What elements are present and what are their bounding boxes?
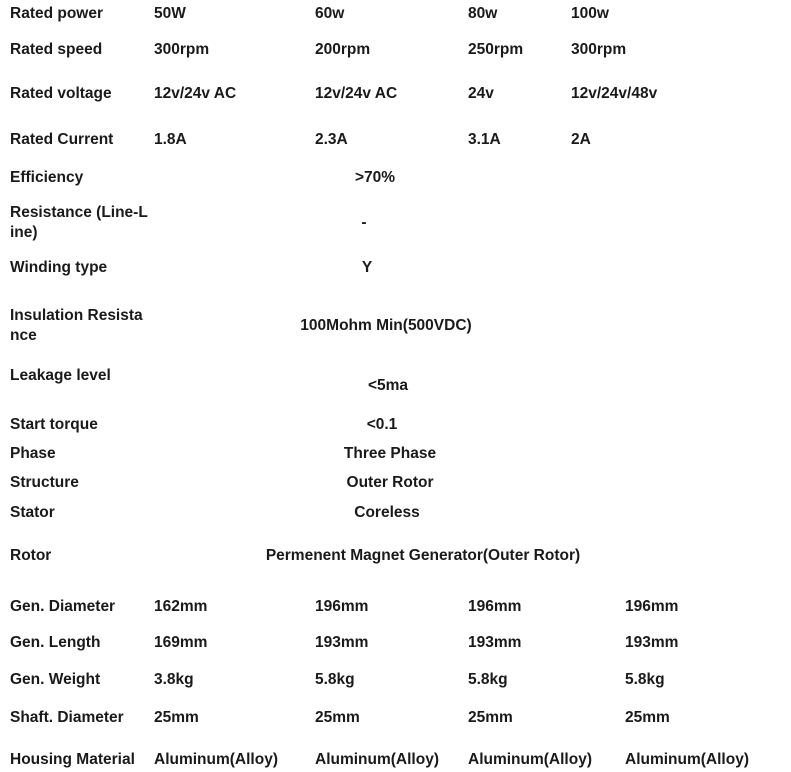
cell-value: <5ma [367,377,409,394]
row-label: Leakage level [10,367,111,384]
row-label: Rated power [10,5,104,22]
cell-value: 196mm [468,598,522,615]
cell-value: Three Phase [343,445,437,462]
cell-value: - [361,214,367,231]
row-label: Housing Material [10,751,135,768]
row-label: Insulation Resistance [10,307,143,344]
cell-value: Aluminum(Alloy) [315,751,439,768]
cell-value: 193mm [625,634,679,651]
cell-value: 162mm [154,598,208,615]
cell-value: 5.8kg [468,671,508,688]
cell-value: 196mm [315,598,369,615]
cell-value: 60w [315,5,345,22]
cell-value: Aluminum(Alloy) [468,751,592,768]
row-label: Gen. Diameter [10,598,116,615]
row-label: Resistance (Line-Line) [10,204,148,241]
row-label: Rated speed [10,41,103,58]
cell-value: 169mm [154,634,208,651]
row-label: Shaft. Diameter [10,709,124,726]
row-label: Gen. Weight [10,671,101,688]
cell-value: Aluminum(Alloy) [154,751,278,768]
cell-value: 80w [468,5,498,22]
cell-value: 5.8kg [625,671,665,688]
row-label: Start torque [10,416,98,433]
cell-value: Permenent Magnet Generator(Outer Rotor) [265,547,581,564]
cell-value: 3.8kg [154,671,194,688]
cell-value: 300rpm [154,41,210,58]
row-label: Rated Current [10,131,114,148]
cell-value: 100w [571,5,609,22]
cell-value: 24v [468,85,494,102]
cell-value: 250rpm [468,41,524,58]
cell-value: 193mm [315,634,369,651]
cell-value: 2.3A [315,131,348,148]
cell-value: 2A [571,131,591,148]
row-label: Structure [10,474,79,491]
cell-value: 12v/24v AC [154,85,237,102]
cell-value: 50W [154,5,186,22]
cell-value: Coreless [354,504,420,521]
cell-value: 100Mohm Min(500VDC) [300,317,472,334]
cell-value: >70% [354,169,396,186]
cell-value: 196mm [625,598,679,615]
cell-value: 1.8A [154,131,187,148]
cell-value: 25mm [315,709,360,726]
cell-value: 3.1A [468,131,501,148]
cell-value: 5.8kg [315,671,355,688]
cell-value: 25mm [468,709,513,726]
row-label: Rated voltage [10,85,112,102]
cell-value: <0.1 [366,416,398,433]
cell-value: Outer Rotor [346,474,434,491]
cell-value: 12v/24v/48v [571,85,658,102]
row-label: Rotor [10,547,52,564]
cell-value: 25mm [154,709,199,726]
cell-value: Y [361,259,373,276]
cell-value: 25mm [625,709,670,726]
row-label: Stator [10,504,55,521]
cell-value: 12v/24v AC [315,85,398,102]
cell-value: 200rpm [315,41,371,58]
cell-value: 300rpm [571,41,627,58]
cell-value: 193mm [468,634,522,651]
cell-value: Aluminum(Alloy) [625,751,749,768]
row-label: Gen. Length [10,634,101,651]
row-label: Winding type [10,259,108,276]
row-label: Phase [10,445,56,462]
row-label: Efficiency [10,169,84,186]
